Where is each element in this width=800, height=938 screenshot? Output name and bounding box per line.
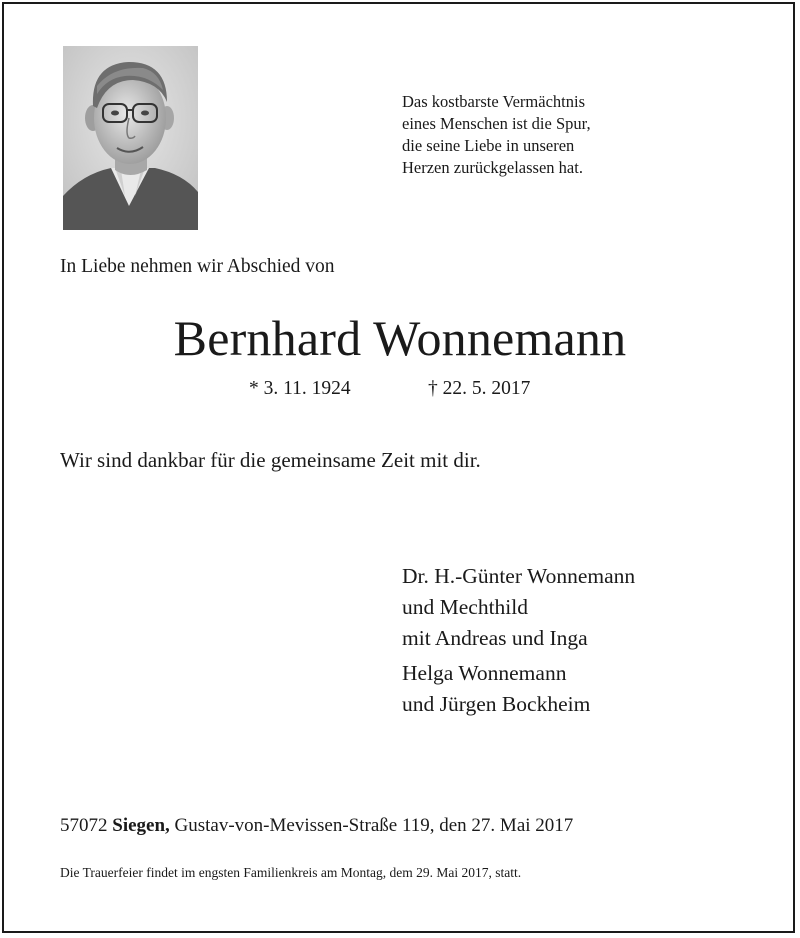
mourner-line: Dr. H.-Günter Wonnemann bbox=[402, 564, 636, 588]
death-date: † 22. 5. 2017 bbox=[428, 378, 531, 399]
mourner-line: und Jürgen Bockheim bbox=[402, 692, 591, 716]
city: Siegen, bbox=[112, 815, 170, 836]
mourners-list bbox=[402, 561, 635, 724]
intro-text: In Liebe nehmen wir Abschied von bbox=[60, 256, 335, 277]
quote-line: eines Menschen ist die Spur, bbox=[402, 114, 591, 133]
street-and-date: Gustav-von-Mevissen-Straße 119, den 27. Mai 2017 bbox=[174, 815, 574, 836]
mourner-group bbox=[402, 658, 635, 720]
postcode: 57072 bbox=[60, 815, 108, 836]
mourner-line: mit Andreas und Inga bbox=[402, 626, 588, 650]
deceased-name: Bernhard Wonnemann bbox=[173, 310, 627, 366]
mourner-line: und Mechthild bbox=[402, 595, 528, 619]
birth-date: * 3. 11. 1924 bbox=[249, 378, 351, 399]
gratitude-text: Wir sind dankbar für die gemeinsame Zeit mit dir. bbox=[60, 448, 481, 472]
portrait-photo bbox=[63, 46, 198, 230]
quote-line: Das kostbarste Vermächtnis bbox=[402, 92, 585, 111]
funeral-note: Die Trauerfeier findet im engsten Familienkreis am Montag, dem 29. Mai 2017, statt. bbox=[60, 865, 522, 880]
mourner-line: Helga Wonnemann bbox=[402, 661, 567, 685]
address-line bbox=[60, 815, 573, 837]
quote-line: die seine Liebe in unseren bbox=[402, 136, 575, 155]
mourner-group bbox=[402, 561, 635, 654]
quote-line: Herzen zurückgelassen hat. bbox=[402, 158, 583, 177]
memorial-quote bbox=[402, 91, 662, 179]
